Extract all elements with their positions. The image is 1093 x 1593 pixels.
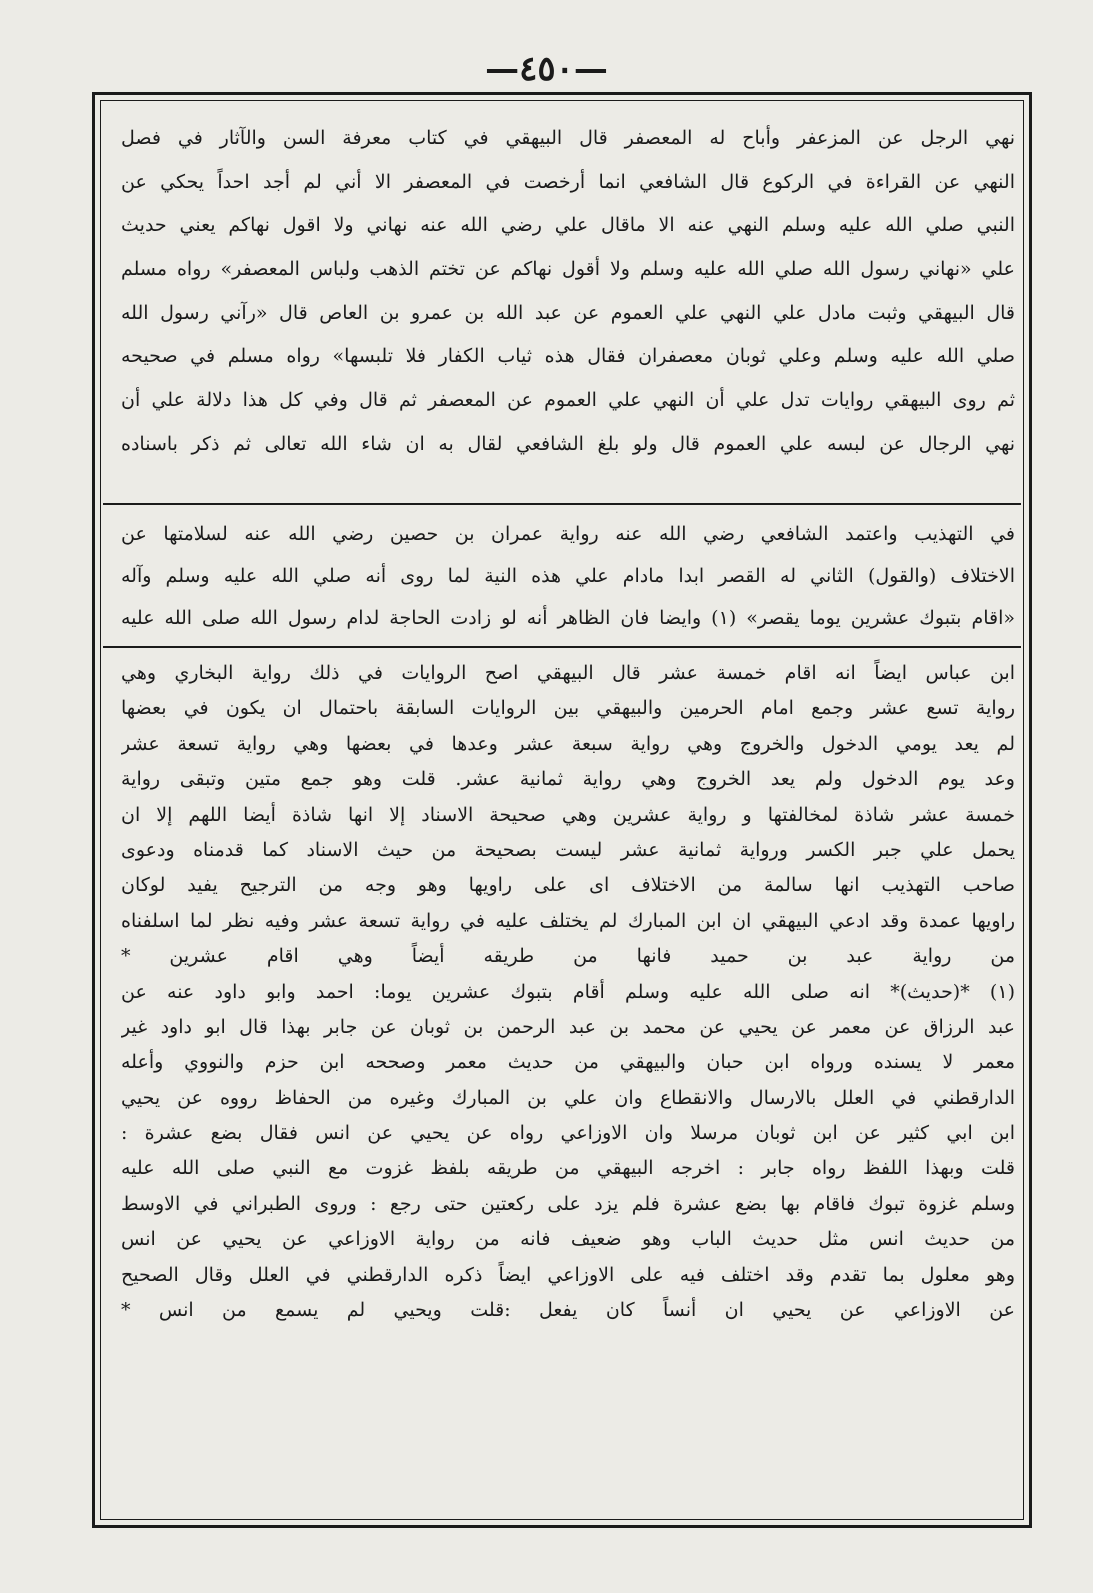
main-text-line: صلي الله عليه وسلم وعلي ثوبان معصفران فقال هذه ثياب الكفار فلا تلبسها» رواه مسلم في صحيحه — [121, 345, 1015, 368]
footnote-line: الدارقطني في العلل بالارسال والانقطاع وان علي بن المبارك وغيره من الحفاظ رووه عن يحيي — [121, 1086, 1015, 1109]
middle-text-block — [121, 513, 1015, 639]
footnote-line: صاحب التهذيب انها سالمة من الاختلاف اى على راويها وهو وجه من الترجيح يفيد لوكان — [121, 874, 1015, 897]
footnote-line: رواية تسع عشر وجمع امام الحرمين والبيهقي بين الروايات السابقة باحتمال ان يكون في بعضها — [121, 697, 1015, 720]
main-text-line: علي «نهاني رسول الله صلي الله عليه وسلم ولا أقول نهاكم عن تختم الذهب ولباس المعصفر» رواه مسلم — [121, 258, 1015, 281]
footnote-line: قلت وبهذا اللفظ رواه جابر : اخرجه البيهقي من طريقه بلفظ غزوت مع النبي صلى الله عليه — [121, 1157, 1015, 1180]
section-divider — [103, 646, 1021, 648]
main-text-block — [121, 117, 1015, 467]
main-text-line: نهي الرجل عن المزعفر وأباح له المعصفر قال البيهقي في كتاب معرفة السن والآثار في فصل — [121, 127, 1015, 149]
footnote-line: عن الاوزاعي عن يحيي ان أنساً كان يفعل :قلت ويحيي لم يسمع من انس * — [121, 1299, 1015, 1322]
main-text-line: ثم روى البيهقي روايات تدل علي أن النهي علي العموم عن المعصفر ثم قال وفي كل هذا دلالة علي أن — [121, 389, 1015, 412]
footnote-line: راويها عمدة وقد ادعي البيهقي ان ابن المبارك لم يختلف عليه في رواية تسعة عشر وفيه نظر لما اسلفناه — [121, 909, 1015, 932]
footnote-line: يحمل علي جبر الكسر ورواية ثمانية عشر ليست بصحيحة من حيث الاسناد كما قدمناه ودعوى — [121, 838, 1015, 861]
footnote-line: (١) *(حديث)* انه صلى الله عليه وسلم أقام بتبوك عشرين يوما: احمد وابو داود عنه عن — [121, 980, 1015, 1003]
main-text-line: النبي صلي الله عليه وسلم النهي عنه الا ماقال علي رضي الله عنه نهاني ولا اقول نهاكم يعني حديث — [121, 214, 1015, 237]
footnote-line: من رواية عبد بن حميد فانها من طريقه أيضاً وهي اقام عشرين * — [121, 945, 1015, 968]
footnote-line: لم يعد يومي الدخول والخروج وهي رواية سبعة عشر وعدها في بعضها وهي رواية تسعة عشر — [121, 732, 1015, 755]
footnote-line: وعد يوم الدخول ولم يعد الخروج وهي رواية ثمانية عشر. قلت وهو جمع متين وتبقى رواية — [121, 768, 1015, 791]
middle-text-line: الاختلاف (والقول) الثاني له القصر ابدا مادام علي هذه النية لما روى أنه صلي الله عليه وسلم وآله — [121, 565, 1015, 587]
footnote-line: عبد الرزاق عن معمر عن يحيي عن محمد بن عبد الرحمن بن ثوبان عن جابر بهذا قال ابو داود غير — [121, 1015, 1015, 1038]
section-divider — [103, 503, 1021, 505]
footnote-line: خمسة عشر شاذة لمخالفتها و رواية عشرين وهي صحيحة الاسناد إلا انها شاذة أيضا اللهم إلا ان — [121, 803, 1015, 826]
page-number: —٤٥٠— — [485, 49, 608, 89]
footnote-block — [121, 656, 1015, 1328]
main-text-line: نهي الرجال عن لبسه علي العموم قال ولو بلغ الشافعي لقال به ان شاء الله تعالى ثم ذكر باسناده — [121, 432, 1015, 455]
middle-text-line: في التهذيب واعتمد الشافعي رضي الله عنه رواية عمران بن حصين رضي الله عنه لسلامتها عن — [121, 523, 1015, 545]
footnote-line: وهو معلول بما تقدم وقد اختلف فيه على الاوزاعي ايضاً ذكره الدارقطني في العلل وقال الصحيح — [121, 1263, 1015, 1286]
footnote-line: وسلم غزوة تبوك فاقام بها بضع عشرة فلم يزد على ركعتين حتى رجع : وروى الطبراني في الاوسط — [121, 1192, 1015, 1215]
main-text-line: قال البيهقي وثبت مادل علي النهي علي العموم عن عبد الله بن عمرو بن العاص قال «رآني رسول الله — [121, 301, 1015, 324]
footnote-line: من حديث انس مثل حديث الباب وهو ضعيف فانه من رواية الاوزاعي عن يحيي عن انس — [121, 1228, 1015, 1251]
middle-text-line: «اقام بتبوك عشرين يوما يقصر» (١) وايضا فان الظاهر أنه لو زادت الحاجة لدام رسول الله صلى الله عليه — [121, 607, 1015, 629]
main-text-line: النهي عن القراءة في الركوع قال الشافعي انما أرخصت في المعصفر الا أني لم أجد احداً يحكي عن — [121, 170, 1015, 193]
footnote-line: ابن عباس ايضاً انه اقام خمسة عشر قال البيهقي اصح الروايات في ذلك رواية البخاري وهي — [121, 662, 1015, 684]
footnote-line: ابن ابي كثير عن ابن ثوبان مرسلا وان الاوزاعي رواه عن يحيي عن انس فقال بضع عشرة : — [121, 1122, 1015, 1145]
footnote-line: معمر لا يسنده ورواه ابن حبان والبيهقي من حديث معمر وصححه ابن حزم والنووي وأعله — [121, 1051, 1015, 1074]
page-frame — [92, 92, 1032, 1528]
